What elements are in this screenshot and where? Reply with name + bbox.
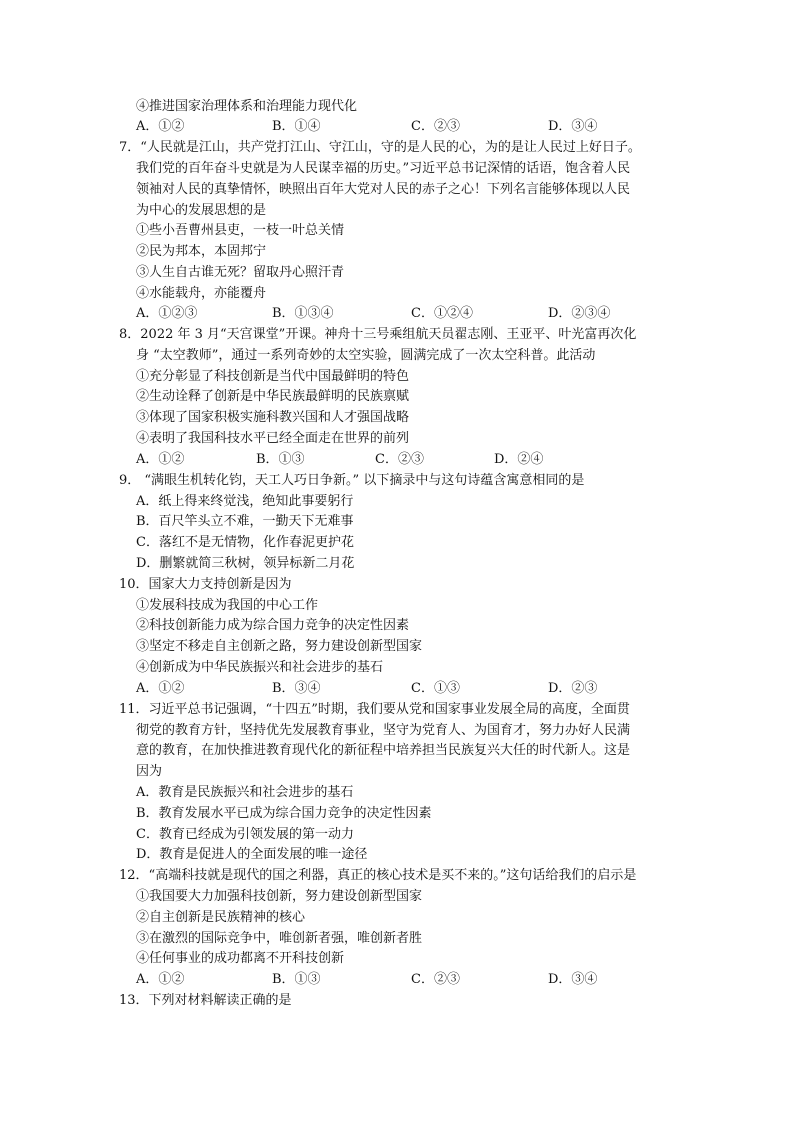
q6-option-c: C．②③: [411, 119, 460, 134]
q10-option-c: C．①③: [411, 681, 460, 696]
q9-choice-c: C．落红不是无情物，化作春泥更护花: [136, 535, 354, 550]
q12-item-2: ②自主创新是民族精神的核心: [136, 910, 306, 925]
q7-option-c: C．①②④: [411, 306, 473, 321]
q12-option-b: B．①③: [272, 972, 321, 987]
q10-item-1: ①发展科技成为我国的中心工作: [136, 598, 319, 613]
q7-item-2: ②民为邦本，本固邦宁: [136, 244, 267, 259]
q12-item-3: ③在激烈的国际竞争中，唯创新者强，唯创新者胜: [136, 931, 423, 946]
q7-option-d: D．②③④: [548, 306, 611, 321]
q9-choice-a: A．纸上得来终觉浅，绝知此事要躬行: [136, 494, 354, 509]
q13-stem: 13．下列对材料解读正确的是: [119, 993, 292, 1008]
q8-item-2: ②生动诠释了创新是中华民族最鲜明的民族禀赋: [136, 389, 410, 404]
q12-option-a: A．①②: [136, 972, 185, 987]
q8-option-d: D．②④: [494, 452, 544, 467]
q8-options: [136, 450, 736, 470]
q7-options: [136, 304, 736, 324]
q9-stem: 9． “满眼生机转化钧，天工人巧日争新。” 以下摘录中与这句诗蕴含寓意相同的是: [119, 473, 585, 488]
q6-item-4: ④推进国家治理体系和治理能力现代化: [136, 99, 358, 114]
q9-choice-b: B．百尺竿头立不难，一勤天下无难事: [136, 514, 354, 529]
q7-option-b: B．①③④: [272, 306, 334, 321]
q11-stem-line-1: 11．习近平总书记强调，“十四五”时期，我们要从党和国家事业发展全局的高度，全面贯: [119, 702, 630, 717]
q6-option-a: A．①②: [136, 119, 185, 134]
q7-item-3: ③人生自古谁无死？留取丹心照汗青: [136, 265, 345, 280]
q8-option-a: A．①②: [136, 452, 185, 467]
q8-option-c: C．②③: [375, 452, 424, 467]
q11-choice-a: A．教育是民族振兴和社会进步的基石: [136, 785, 354, 800]
q11-stem-line-3: 意的教育，在加快推进教育现代化的新征程中培养担当民族复兴大任的时代新人。这是: [136, 743, 631, 758]
q10-option-a: A．①②: [136, 681, 185, 696]
q10-item-4: ④创新成为中华民族振兴和社会进步的基石: [136, 660, 384, 675]
q7-stem-line-4: 为中心的发展思想的是: [136, 203, 267, 218]
q7-stem-line-3: 领袖对人民的真挚情怀，映照出百年大党对人民的赤子之心！下列名言能够体现以人民: [136, 182, 631, 197]
q8-option-b: B．①③: [256, 452, 305, 467]
q12-option-d: D．③④: [548, 972, 598, 987]
q8-stem-line-2: 身 “太空教师”，通过一系列奇妙的太空实验，圆满完成了一次太空科普。此活动: [136, 348, 596, 363]
q12-item-1: ①我国要大力加强科技创新，努力建设创新型国家: [136, 889, 423, 904]
q8-item-1: ①充分彰显了科技创新是当代中国最鲜明的特色: [136, 369, 410, 384]
q6-option-d: D．③④: [548, 119, 598, 134]
q6-options: [136, 117, 736, 137]
q10-option-d: D．②③: [548, 681, 598, 696]
q10-option-b: B．③④: [272, 681, 321, 696]
q8-stem-line-1: 8．2022 年 3 月“天宫课堂”开课。神舟十三号乘组航天员翟志刚、王亚平、叶光富再次化: [119, 327, 637, 342]
q11-choice-b: B．教育发展水平已成为综合国力竞争的决定性因素: [136, 806, 432, 821]
q11-stem-line-4: 因为: [136, 764, 163, 779]
q7-option-a: A．①②③: [136, 306, 198, 321]
q10-item-3: ③坚定不移走自主创新之路，努力建设创新型国家: [136, 639, 423, 654]
q11-choice-c: C．教育已经成为引领发展的第一动力: [136, 827, 354, 842]
q10-stem: 10．国家大力支持创新是因为: [119, 577, 292, 592]
q7-item-4: ④水能载舟，亦能覆舟: [136, 286, 267, 301]
q8-item-4: ④表明了我国科技水平已经全面走在世界的前列: [136, 431, 410, 446]
q10-item-2: ②科技创新能力成为综合国力竞争的决定性因素: [136, 618, 410, 633]
q7-item-1: ①些小吾曹州县吏，一枝一叶总关情: [136, 223, 345, 238]
q11-choice-d: D．教育是促进人的全面发展的唯一途径: [136, 847, 368, 862]
q9-choice-d: D．删繁就简三秋树，领异标新二月花: [136, 556, 355, 571]
q6-option-b: B．①④: [272, 119, 321, 134]
q12-item-4: ④任何事业的成功都离不开科技创新: [136, 951, 345, 966]
q10-options: [136, 679, 736, 699]
q8-item-3: ③体现了国家积极实施科教兴国和人才强国战略: [136, 410, 410, 425]
q7-stem-line-1: 7．“人民就是江山，共产党打江山、守江山，守的是人民的心，为的是让人民过上好日子。: [119, 140, 641, 155]
q12-option-c: C．②③: [411, 972, 460, 987]
q11-stem-line-2: 彻党的教育方针，坚持优先发展教育事业，坚守为党育人、为国育才，努力办好人民满: [136, 723, 631, 738]
q7-stem-line-2: 我们党的百年奋斗史就是为人民谋幸福的历史。”习近平总书记深情的话语，饱含着人民: [136, 161, 631, 176]
q12-options: [136, 970, 736, 990]
q12-stem: 12．“高端科技就是现代的国之利器，真正的核心技术是买不来的。”这句话给我们的启示是: [119, 868, 637, 883]
